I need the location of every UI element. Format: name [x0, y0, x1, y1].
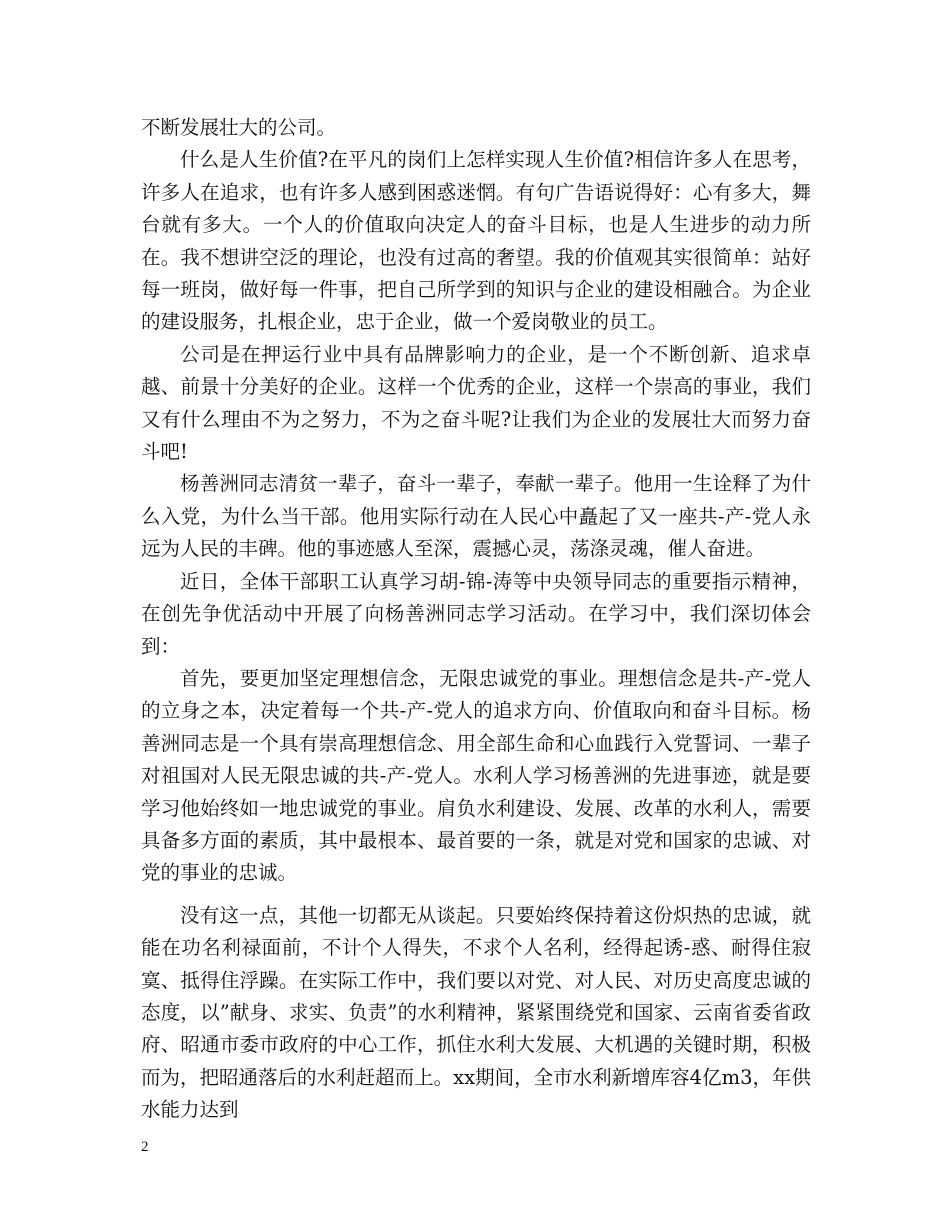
paragraph-3: 公司是在押运行业中具有品牌影响力的企业，是一个不断创新、追求卓越、前景十分美好的企业。这样一个优秀的企业，这样一个崇高的事业，我们又有什么理由不为之努力，不为之奋斗呢?让我们为企业的发展壮大而努力奋斗吧! [141, 342, 811, 464]
paragraph-5: 近日，全体干部职工认真学习胡-锦-涛等中央领导同志的重要指示精神，在创先争优活动中开展了向杨善洲同志学习活动。在学习中，我们深切体会到： [141, 569, 811, 658]
paragraph-7: 没有这一点，其他一切都无从谈起。只要始终保持着这份炽热的忠诚，就能在功名利禄面前，不计个人得失，不求个人名利，经得起诱-惑、耐得住寂寞、抵得住浮躁。在实际工作中，我们要以对党、对人民、对历史高度忠诚的态度，以”献身、求实、负责”的水利精神，紧紧围绕党和国家、云南省委省政府、昭通市委市政府的中心工作，抓住水利大发展、大机遇的关键时期，积极而为，把昭通落后的水利赶超而上。xx期间，全市水利新增库容4亿m3，年供水能力达到 [141, 903, 811, 1122]
page-number: 2 [141, 1139, 149, 1155]
document-body [141, 112, 811, 1127]
paragraph-2: 什么是人生价值?在平凡的岗们上怎样实现人生价值?相信许多人在思考，许多人在追求，也有许多人感到困惑迷惘。有句广告语说得好：心有多大，舞台就有多大。一个人的价值取向决定人的奋斗目标，也是人生进步的动力所在。我不想讲空泛的理论，也没有过高的奢望。我的价值观其实很简单：站好每一班岗，做好每一件事，把自己所学到的知识与企业的建设相融合。为企业的建设服务，扎根企业，忠于企业，做一个爱岗敬业的员工。 [141, 148, 811, 334]
paragraph-6: 首先，要更加坚定理想信念，无限忠诚党的事业。理想信念是共-产-党人的立身之本，决定着每一个共-产-党人的追求方向、价值取向和奋斗目标。杨善洲同志是一个具有崇高理想信念、用全部生命和心血践行入党誓词、一辈子对祖国对人民无限忠诚的共-产-党人。水利人学习杨善洲的先进事迹，就是要学习他始终如一地忠诚党的事业。肩负水利建设、发展、改革的水利人，需要具备多方面的素质，其中最根本、最首要的一条，就是对党和国家的忠诚、对党的事业的忠诚。 [141, 666, 811, 885]
paragraph-1: 不断发展壮大的公司。 [141, 116, 337, 139]
paragraph-4: 杨善洲同志清贫一辈子，奋斗一辈子，奉献一辈子。他用一生诠释了为什么入党，为什么当干部。他用实际行动在人民心中矗起了又一座共-产-党人永远为人民的丰碑。他的事迹感人至深，震撼心灵，荡涤灵魂，催人奋进。 [141, 472, 811, 561]
